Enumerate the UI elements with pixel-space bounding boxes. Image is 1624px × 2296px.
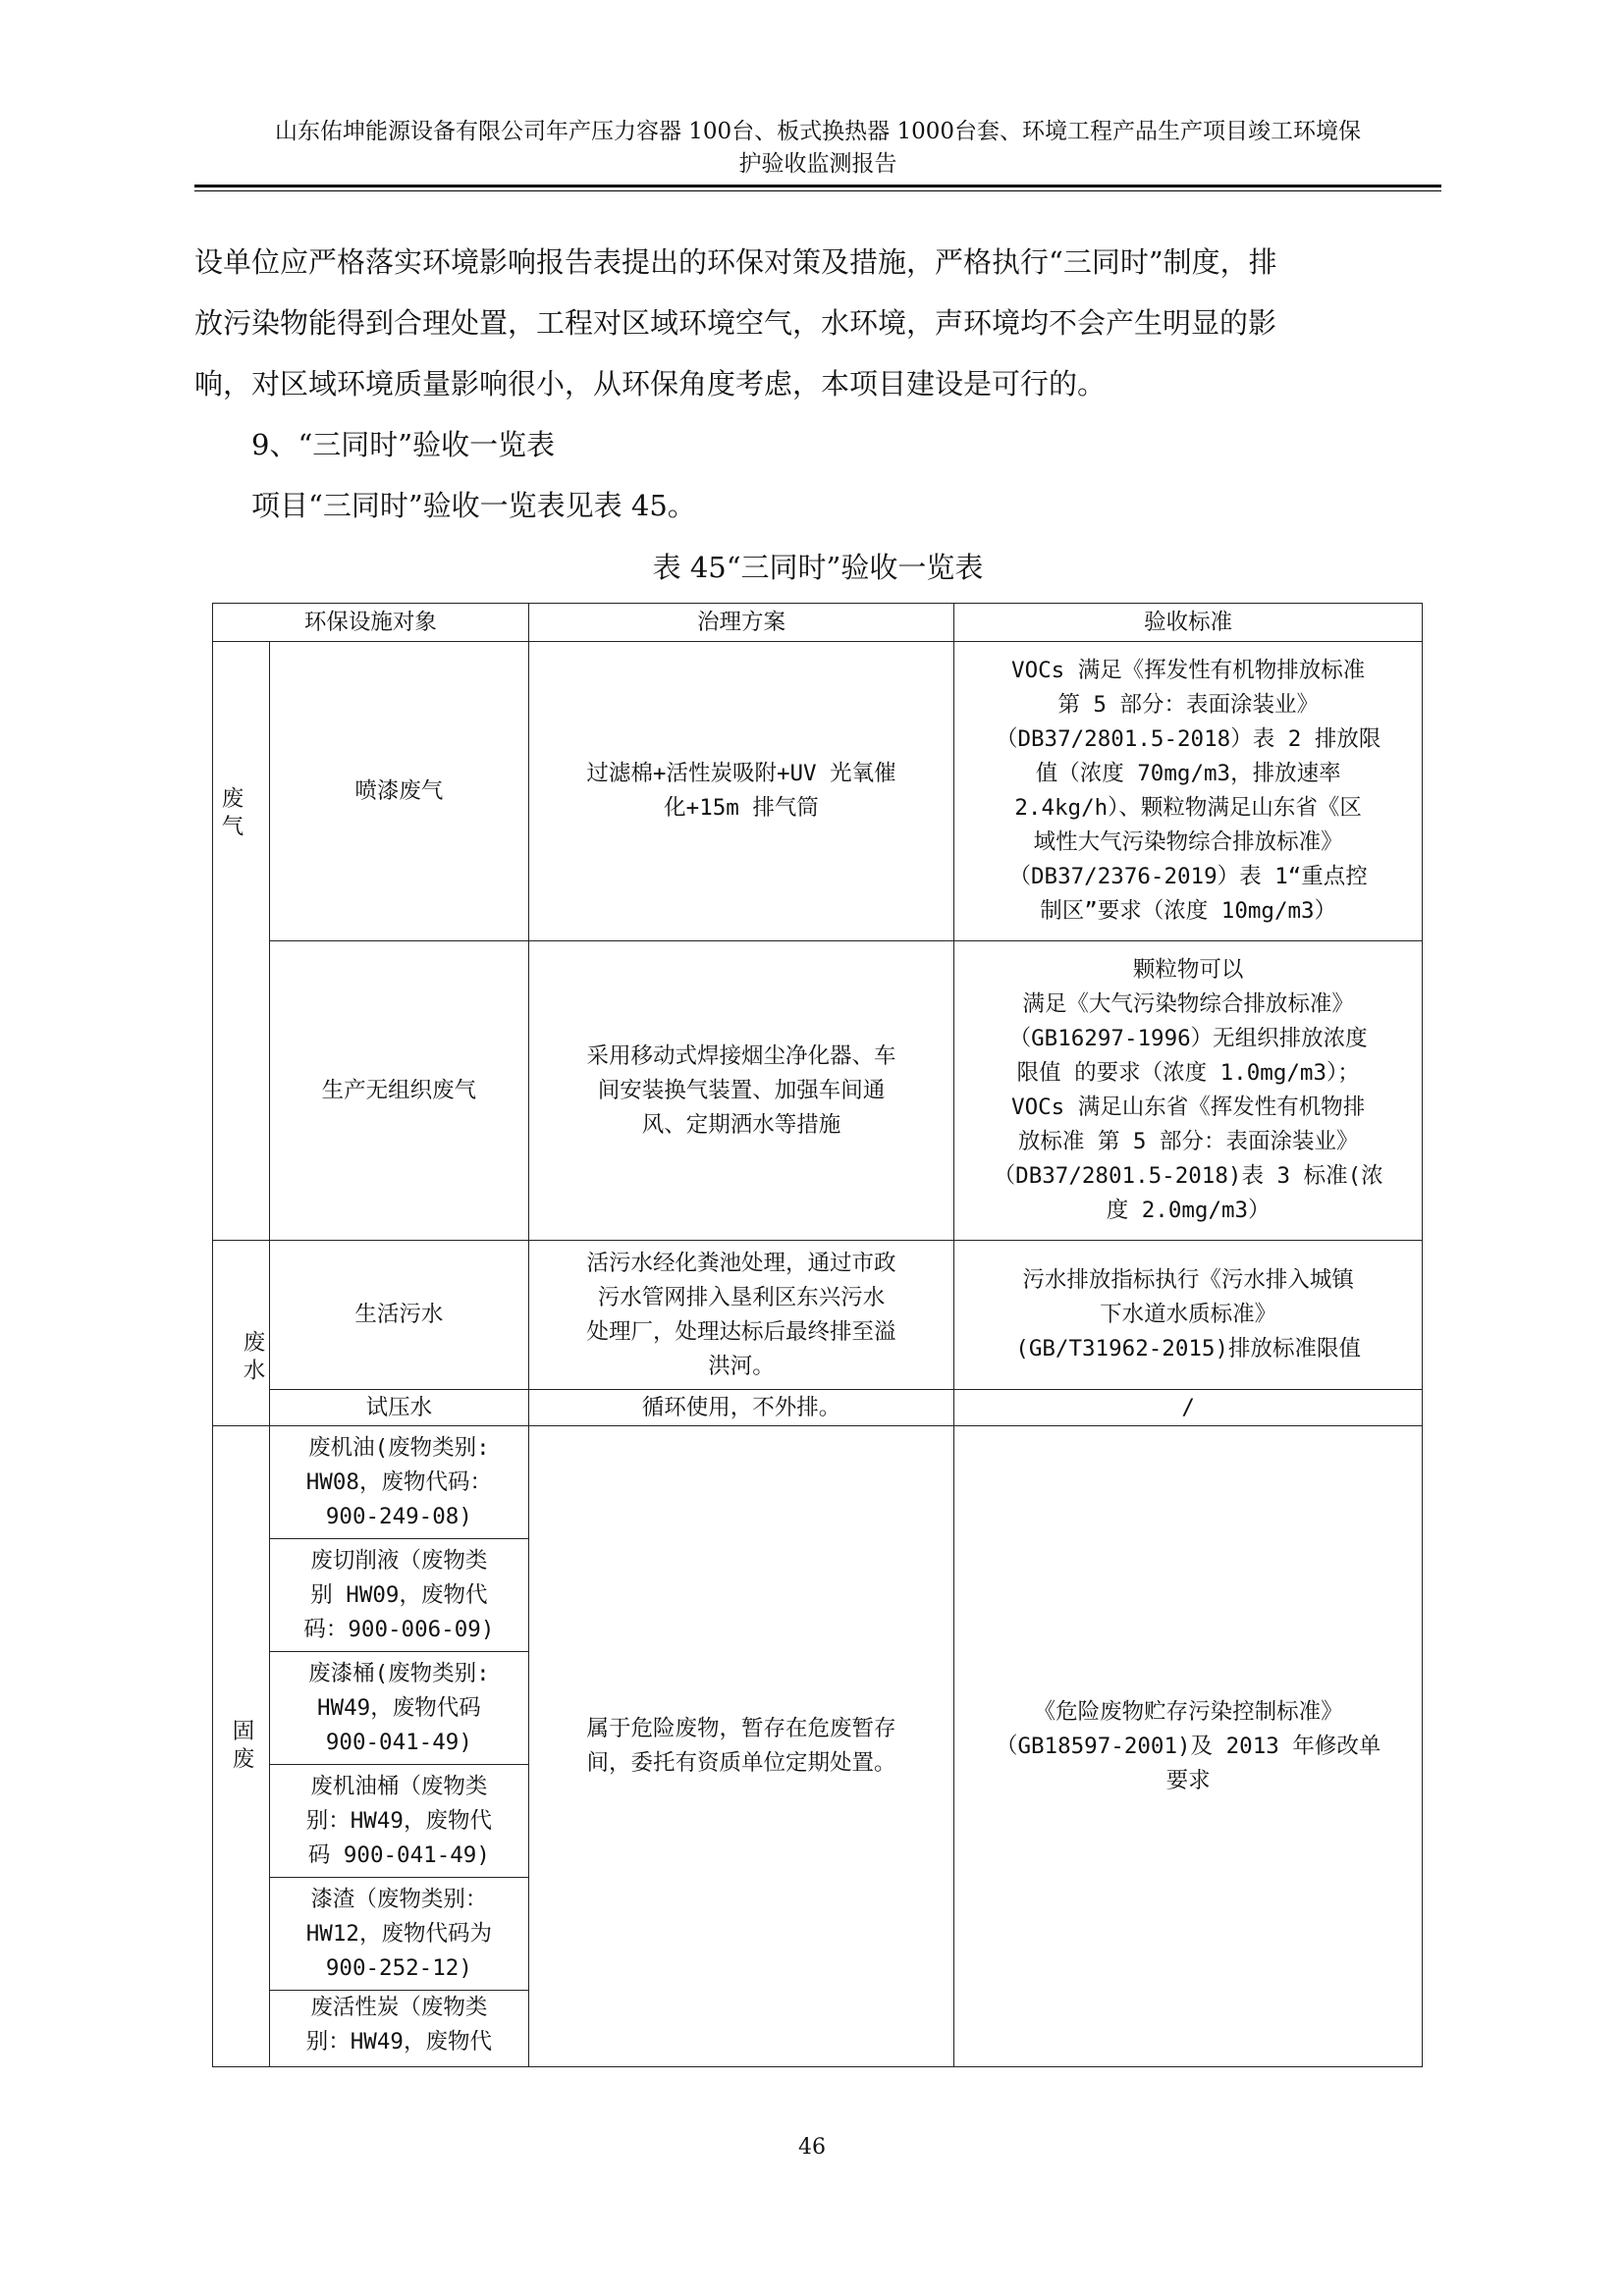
standard-cell: 污水排放指标执行《污水排入城镇 下水道水质标准》 (GB/T31962-2015)排放标准限值: [954, 1241, 1423, 1390]
table-row: [213, 1241, 1423, 1390]
category-waste-water: 废水: [213, 1241, 270, 1426]
scheme-cell: 属于危险废物，暂存在危废暂存 间，委托有资质单位定期处置。: [528, 1426, 954, 2067]
header-scheme: 治理方案: [528, 604, 954, 642]
table-row: [213, 642, 1423, 941]
category-solid-waste: 固废: [213, 1426, 270, 2067]
page-number: 46: [798, 2135, 826, 2160]
page-header: [196, 116, 1439, 181]
table-row: [213, 1390, 1423, 1426]
scheme-cell: 过滤棉+活性炭吸附+UV 光氧催 化+15m 排气筒: [528, 642, 954, 941]
standard-cell: 颗粒物可以 满足《大气污染物综合排放标准》 （GB16297-1996）无组织排放浓度 限值 的要求（浓度 1.0mg/m3）； VOCs 满足山东省《挥发性有机物排 放标准 第 5 部分：表面涂装业》 （DB37/2801.5-2018)表 3 标准(浓 度 2.0mg/m3）: [954, 941, 1423, 1241]
standard-cell: 《危险废物贮存污染控制标准》 （GB18597-2001)及 2013 年修改单 要求: [954, 1426, 1423, 2067]
table-row: [213, 1426, 1423, 1539]
object-cell: 生产无组织废气: [269, 941, 528, 1241]
acceptance-table: [212, 603, 1423, 2067]
scheme-cell: 活污水经化粪池处理，通过市政 污水管网排入垦利区东兴污水 处理厂，处理达标后最终排至溢 洪河。: [528, 1241, 954, 1390]
solid-waste-item: 废活性炭（废物类 别：HW49，废物代: [269, 1991, 528, 2067]
section-heading: 9、“三同时”验收一览表: [251, 428, 556, 461]
paragraph-line: 放污染物能得到合理处置，工程对区域环境空气，水环境，声环境均不会产生明显的影: [194, 306, 1277, 340]
category-waste-gas: 废气: [213, 642, 270, 1241]
header-object: 环保设施对象: [213, 604, 529, 642]
paragraph-line: 响，对区域环境质量影响很小，从环保角度考虑，本项目建设是可行的。: [194, 367, 1107, 400]
header-line-2: 护验收监测报告: [738, 151, 897, 177]
paragraph-line: 设单位应严格落实环境影响报告表提出的环保对策及措施，严格执行“三同时”制度，排: [194, 245, 1277, 279]
table-header-row: [213, 604, 1423, 642]
header-rule-thin: [194, 190, 1441, 191]
object-cell: 喷漆废气: [269, 642, 528, 941]
table-row: [213, 941, 1423, 1241]
header-rule-thick: [194, 185, 1441, 187]
scheme-cell: 循环使用，不外排。: [528, 1390, 954, 1426]
header-standard: 验收标准: [954, 604, 1423, 642]
header-line-1: 山东佑坤能源设备有限公司年产压力容器 100台、板式换热器 1000台套、环境工程产品生产项目竣工环境保: [274, 119, 1362, 144]
page-body: [194, 232, 1441, 2067]
solid-waste-item: 废机油(废物类别: HW08，废物代码： 900-249-08): [269, 1426, 528, 1539]
scheme-cell: 采用移动式焊接烟尘净化器、车 间安装换气装置、加强车间通 风、定期洒水等措施: [528, 941, 954, 1241]
intro-text: 项目“三同时”验收一览表见表 45。: [251, 489, 696, 522]
object-cell: 试压水: [269, 1390, 528, 1426]
standard-cell: VOCs 满足《挥发性有机物排放标准 第 5 部分：表面涂装业》 （DB37/2801.5-2018）表 2 排放限 值（浓度 70mg/m3，排放速率 2.4kg/h）、颗粒物满足山东省《区 域性大气污染物综合排放标准》 （DB37/2376-2019）表 1“重点控 制区”要求（浓度 10mg/m3）: [954, 642, 1423, 941]
solid-waste-item: 废切削液（废物类 别 HW09，废物代 码：900-006-09): [269, 1539, 528, 1652]
table-caption: 表 45“三同时”验收一览表: [652, 551, 984, 584]
solid-waste-item: 漆渣（废物类别： HW12，废物代码为 900-252-12): [269, 1878, 528, 1991]
standard-cell: /: [954, 1390, 1423, 1426]
solid-waste-item: 废机油桶（废物类 别：HW49，废物代 码 900-041-49): [269, 1765, 528, 1878]
object-cell: 生活污水: [269, 1241, 528, 1390]
solid-waste-item: 废漆桶(废物类别: HW49，废物代码 900-041-49): [269, 1652, 528, 1765]
